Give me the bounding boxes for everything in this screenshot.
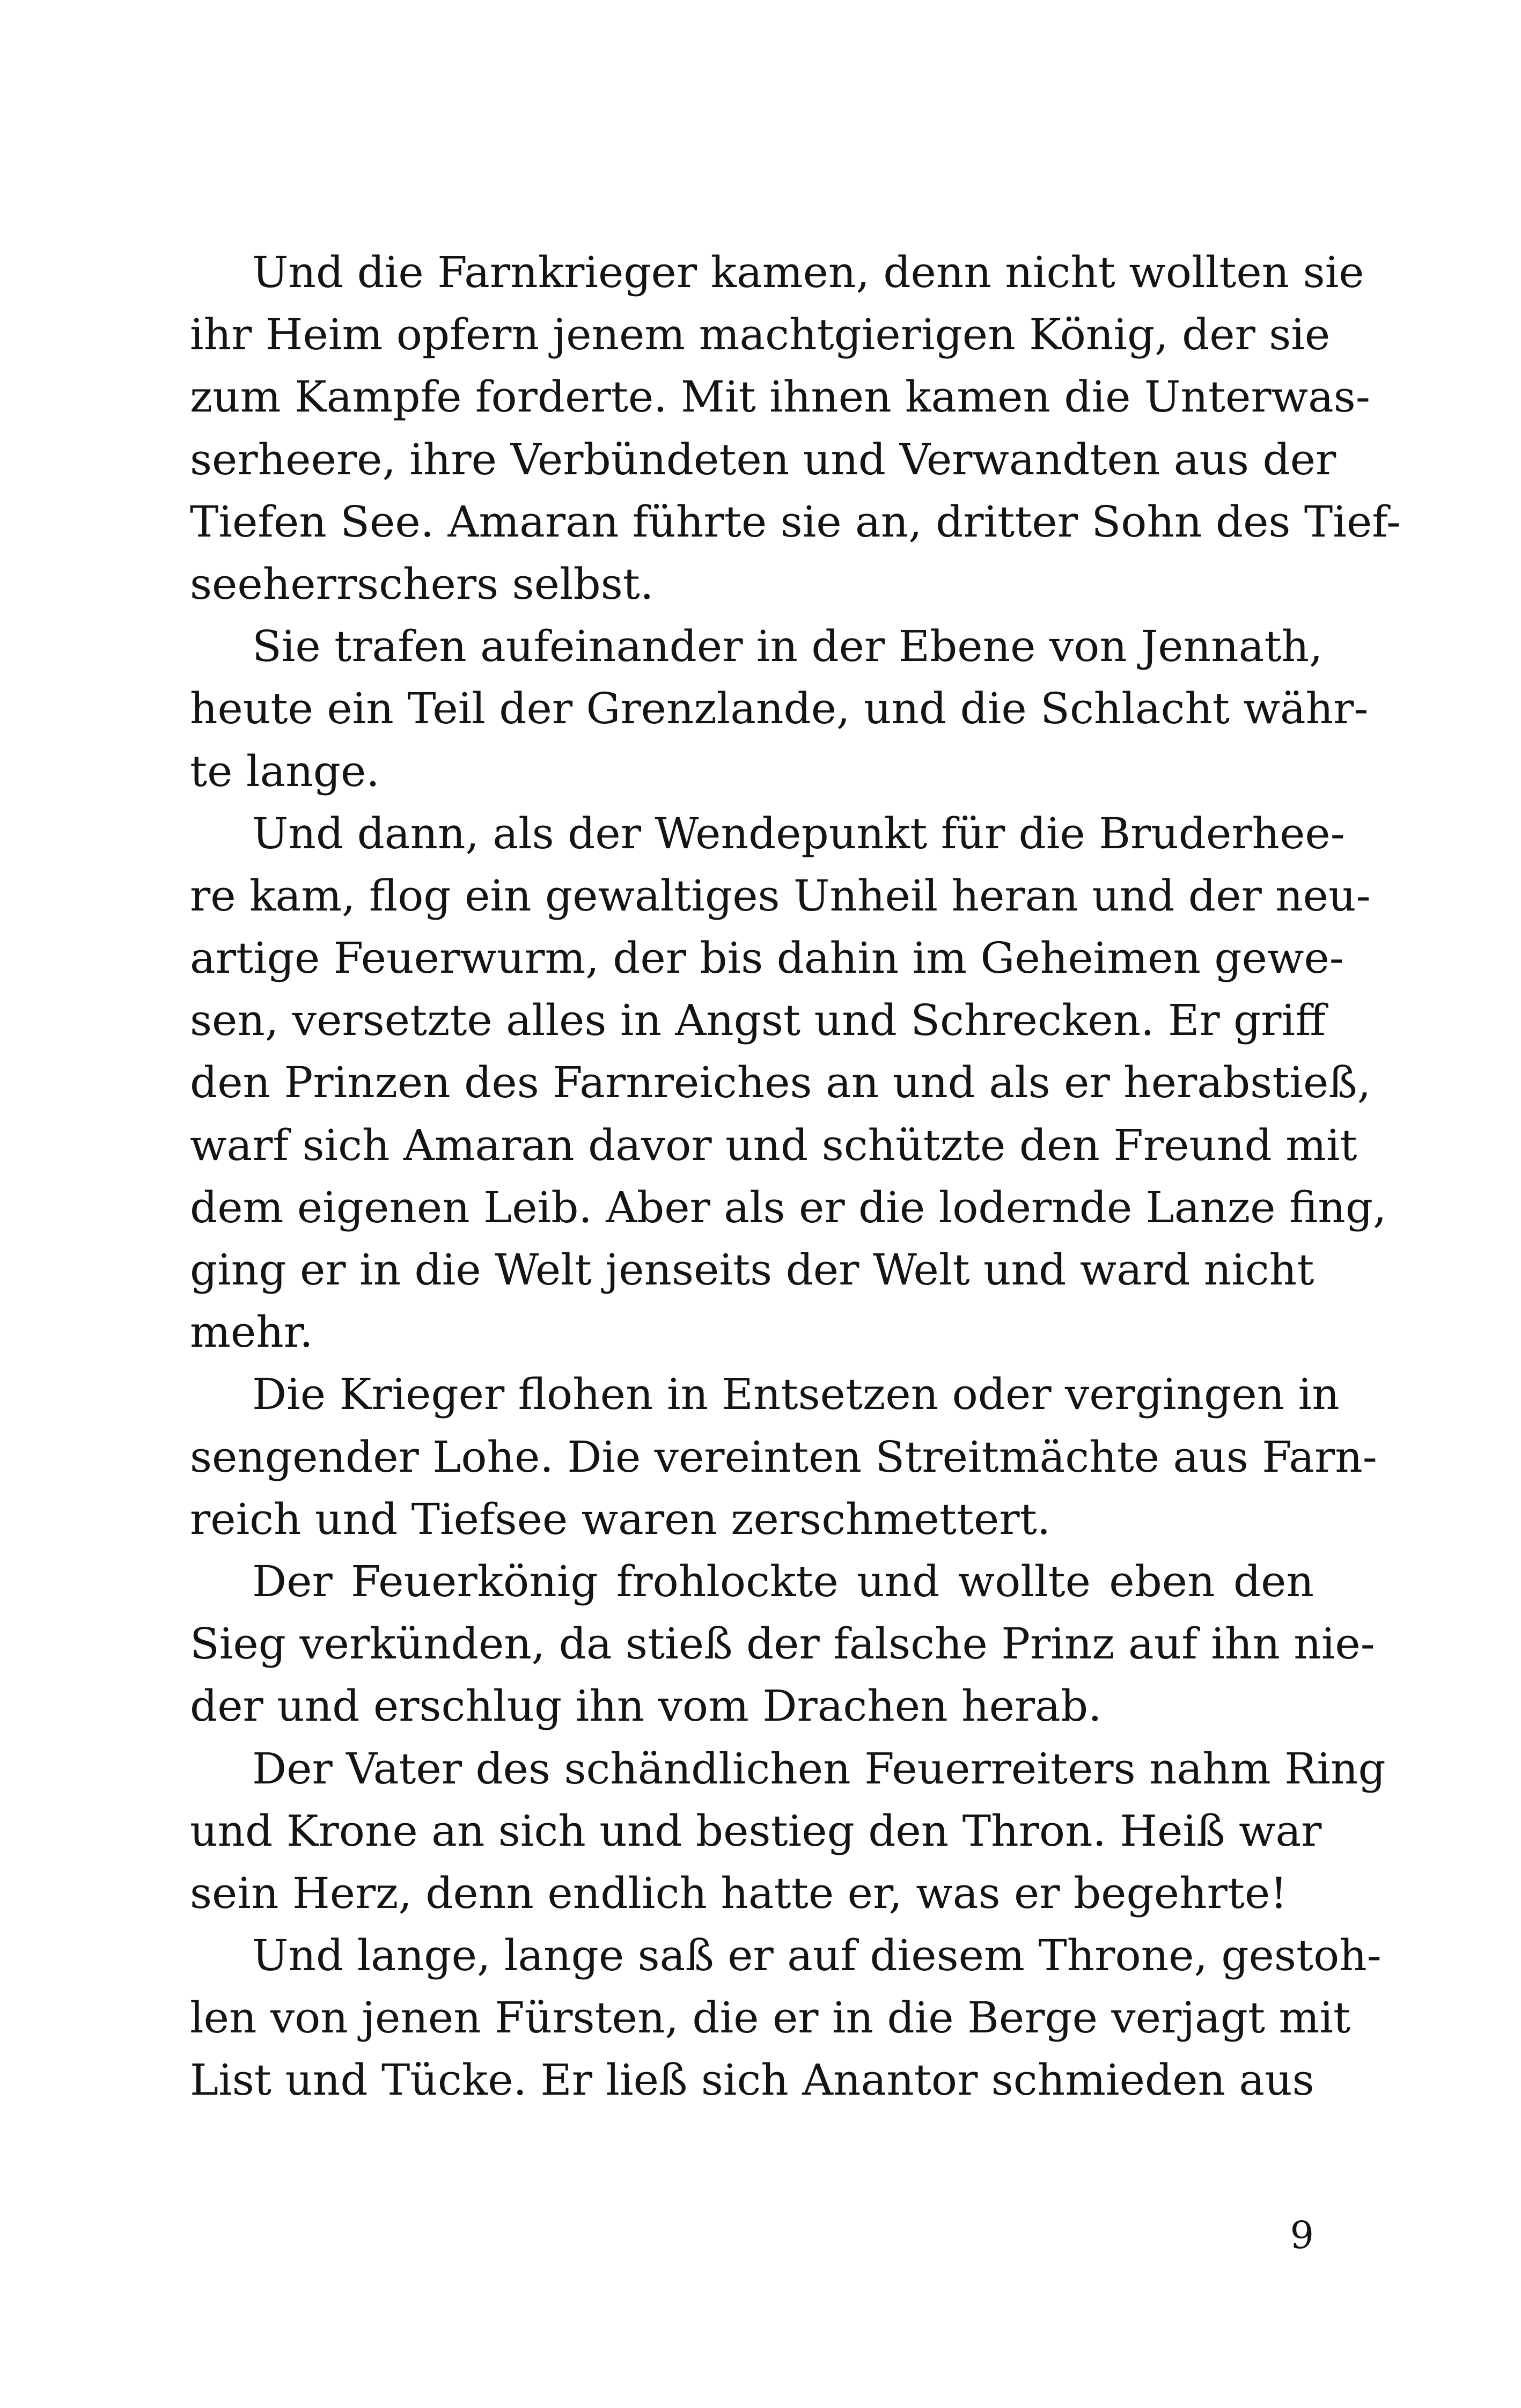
text-line: Und dann, als der Wendepunkt für die Bruderhee-: [252, 808, 1345, 858]
text-line: sen, versetzte alles in Angst und Schrecken. Er griff: [190, 995, 1326, 1046]
text-line: Und die Farnkrieger kamen, denn nicht wollten sie: [252, 247, 1364, 297]
text-line: Die Krieger flohen in Entsetzen oder vergingen in: [252, 1369, 1340, 1420]
text-line: den Prinzen des Farnreiches an und als er herabstieß,: [190, 1058, 1371, 1108]
text-line: Der Feuerkönig frohlockte und wollte eben den: [252, 1556, 1314, 1606]
text-line: sein Herz, denn endlich hatte er, was er begehrte!: [190, 1868, 1288, 1918]
text-line: ging er in die Welt jenseits der Welt und ward nicht: [190, 1245, 1314, 1295]
text-line: ihr Heim opfern jenem machtgierigen König, der sie: [190, 310, 1331, 360]
text-line: List und Tücke. Er ließ sich Anantor schmieden aus: [190, 2055, 1314, 2105]
text-line: der und erschlug ihn vom Drachen herab.: [190, 1681, 1102, 1731]
text-line: dem eigenen Leib. Aber als er die lodernde Lanze fing,: [190, 1182, 1387, 1232]
text-line: Sieg verkünden, da stieß der falsche Prinz auf ihn nie-: [190, 1619, 1375, 1669]
text-line: mehr.: [190, 1307, 313, 1357]
page-number: 9: [1290, 2213, 1314, 2257]
text-line: reich und Tiefsee waren zerschmettert.: [190, 1494, 1051, 1544]
text-line: Und lange, lange saß er auf diesem Throne, gestoh-: [252, 1930, 1382, 1981]
text-line: artige Feuerwurm, der bis dahin im Geheimen gewe-: [190, 933, 1344, 983]
text-line: serheere, ihre Verbündeten und Verwandten aus der: [190, 434, 1336, 484]
body-text: [190, 241, 1401, 2112]
text-line: Tiefen See. Amaran führte sie an, dritter Sohn des Tief-: [190, 496, 1401, 547]
text-line: Der Vater des schändlichen Feuerreiters nahm Ring: [252, 1743, 1386, 1794]
text-line: heute ein Teil der Grenzlande, und die Schlacht währ-: [190, 684, 1369, 734]
text-line: seeherrschers selbst.: [190, 559, 654, 609]
text-line: te lange.: [190, 746, 380, 796]
text-line: zum Kampfe forderte. Mit ihnen kamen die Unterwas-: [190, 372, 1370, 422]
text-line: len von jenen Fürsten, die er in die Berge verjagt mit: [190, 1993, 1351, 2043]
text-line: und Krone an sich und bestieg den Thron. Heiß war: [190, 1805, 1322, 1856]
text-line: sengender Lohe. Die vereinten Streitmächte aus Farn-: [190, 1431, 1377, 1482]
text-line: warf sich Amaran davor und schützte den Freund mit: [190, 1120, 1357, 1170]
text-line: re kam, flog ein gewaltiges Unheil heran und der neu-: [190, 870, 1371, 921]
text-line: Sie trafen aufeinander in der Ebene von Jennath,: [252, 621, 1323, 672]
